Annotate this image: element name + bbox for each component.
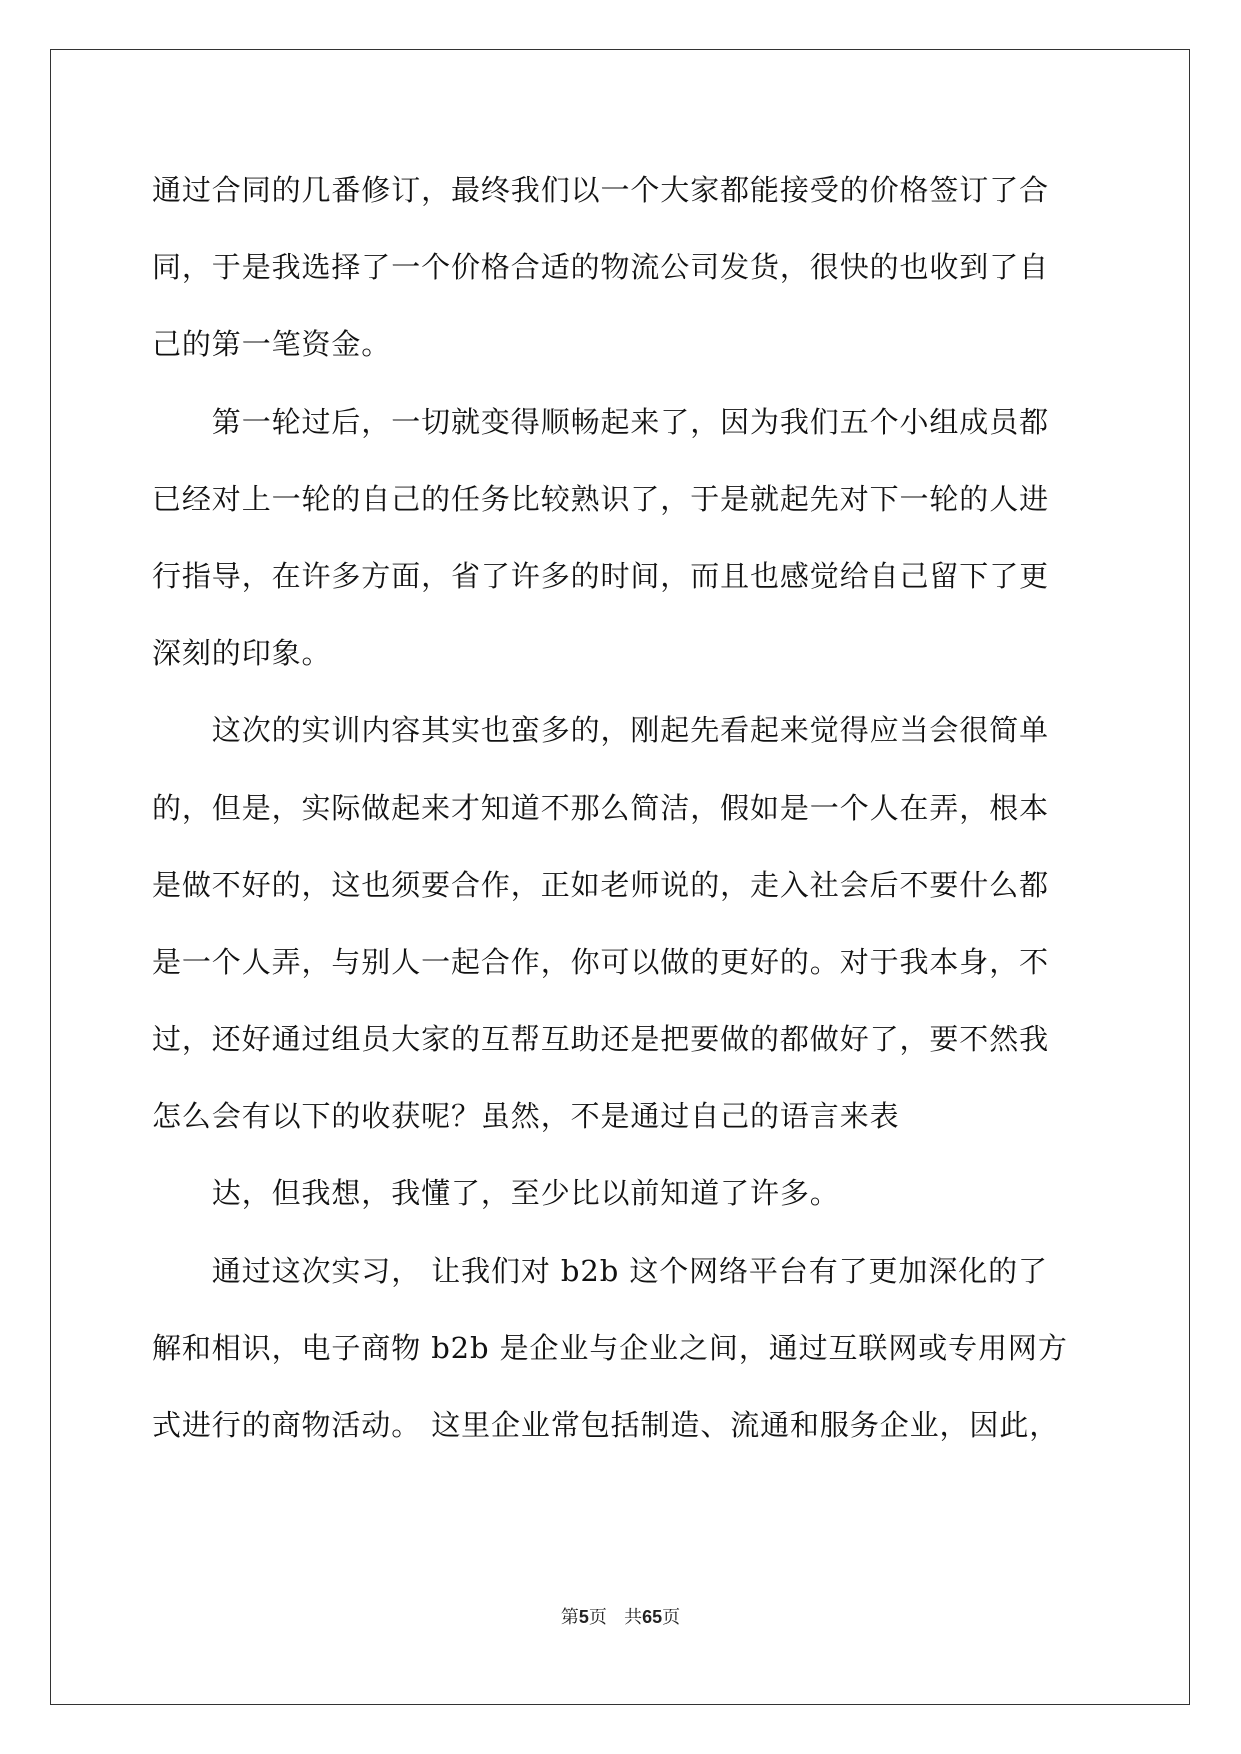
body-text — [152, 152, 1100, 1464]
text-line: 同，于是我选择了一个价格合适的物流公司发货，很快的也收到了自 — [152, 250, 1050, 285]
text-line: 过，还好通过组员大家的互帮互助还是把要做的都做好了，要不然我 — [152, 1022, 1050, 1057]
text-line: 通过这次实习， 让我们对 b2b 这个网络平台有了更加深化的了 — [152, 1253, 1048, 1288]
text-line: 式进行的商物活动。 这里企业常包括制造、流通和服务企业，因此， — [152, 1408, 1060, 1442]
text-line: 这次的实训内容其实也蛮多的，刚起先看起来觉得应当会很简单 — [152, 713, 1050, 748]
text-line: 达，但我想，我懂了，至少比以前知道了许多。 — [152, 1176, 840, 1211]
page-prefix: 第 — [560, 1607, 579, 1628]
total-prefix: 共 — [624, 1607, 643, 1628]
text-line: 解和相识，电子商物 b2b 是企业与企业之间，通过互联网或专用网方 — [152, 1330, 1068, 1365]
text-line: 第一轮过后，一切就变得顺畅起来了，因为我们五个小组成员都 — [152, 404, 1050, 439]
text-line: 是一个人弄，与别人一起合作，你可以做的更好的。对于我本身，不 — [152, 944, 1050, 979]
text-line: 怎么会有以下的收获呢？虽然，不是通过自己的语言来表 — [152, 1099, 900, 1134]
text-line: 的，但是，实际做起来才知道不那么简洁，假如是一个人在弄，根本 — [152, 790, 1050, 825]
page-footer — [0, 1603, 1241, 1629]
total-suffix: 页 — [662, 1607, 681, 1628]
text-line: 是做不好的，这也须要合作，正如老师说的，走入社会后不要什么都 — [152, 867, 1050, 902]
page-number: 5 — [578, 1607, 589, 1627]
text-line: 已经对上一轮的自己的任务比较熟识了，于是就起先对下一轮的人进 — [152, 481, 1050, 516]
text-line: 深刻的印象。 — [152, 636, 332, 671]
text-line: 通过合同的几番修订，最终我们以一个大家都能接受的价格签订了合 — [152, 173, 1050, 207]
total-pages: 65 — [642, 1607, 663, 1627]
text-line: 己的第一笔资金。 — [152, 327, 392, 362]
page-suffix: 页 — [588, 1607, 607, 1628]
text-line: 行指导，在许多方面，省了许多的时间，而且也感觉给自己留下了更 — [152, 558, 1050, 593]
